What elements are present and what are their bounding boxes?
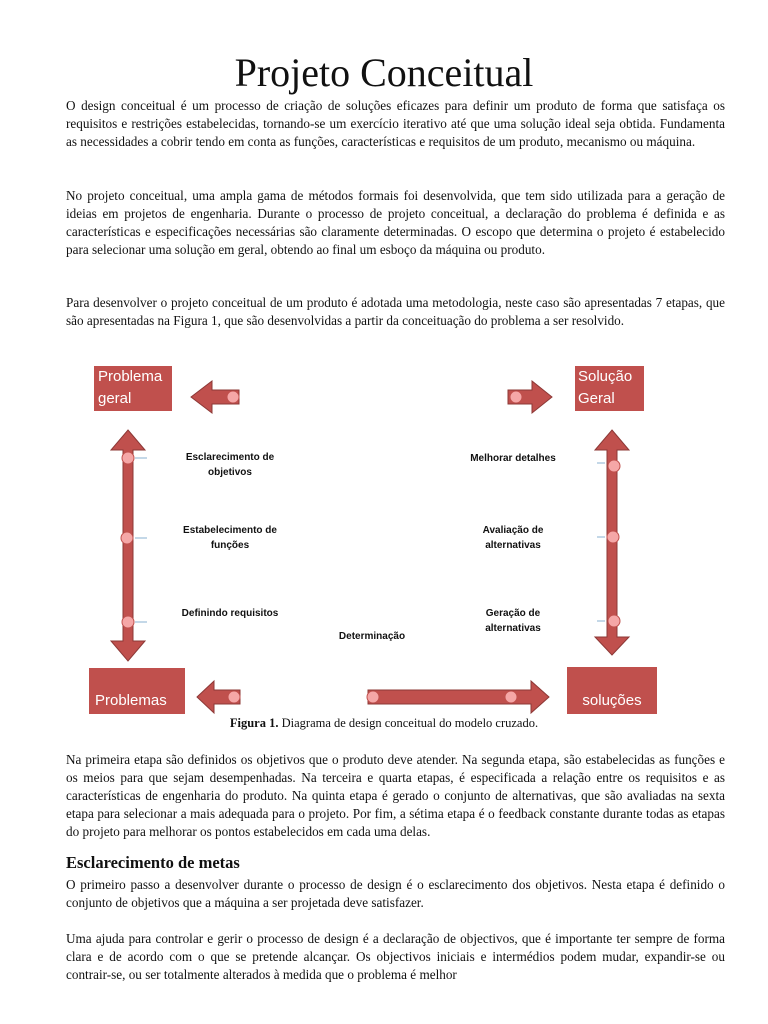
paragraph-6: Uma ajuda para controlar e gerir o processo de design é a declaração de objectivos, que é importante ter sempre de forma clara e de acordo com o que se pretende alcançar. Os objectivos iniciais e intermédios podem mudar, expandir-se ou contrair-se, ou ser totalmente alterados à medida que o problema é melhor xyxy=(66,931,725,982)
paragraph-2: No projeto conceitual, uma ampla gama de métodos formais foi desenvolvida, que tem sido utilizada para a geração de ideias em projetos de engenharia. Durante o processo de projeto conceitual, a declaração do problema é definida e as características e especificações necessárias são claramente determinadas. O escopo que determina o projeto é estabelecido para selecionar uma solução em geral, obtendo ao final um esboço da máquina ou produto. xyxy=(66,188,725,257)
arrow-right-top xyxy=(508,381,552,413)
label-estabelecimento: Estabelecimento de funções xyxy=(183,525,277,551)
label-determinacao: Determinação xyxy=(338,631,406,642)
page-title: Projeto Conceitual xyxy=(234,50,534,95)
dot-1 xyxy=(227,391,239,403)
arrow-vertical-left xyxy=(111,430,145,661)
section-heading: Esclarecimento de metas xyxy=(66,853,240,872)
paragraph-1: O design conceitual é um processo de criação de soluções eficazes para definir um produto de forma que satisfaça os requisitos e restrições estabelecidas, tornando-se um exercício iterativo até que uma solução ideal seja obtida. Fundamenta as necessidades a cobrir tendo em conta as funções, características e requisitos de um produto, mecanismo ou máquina. xyxy=(66,98,725,149)
dot-5 xyxy=(122,616,134,628)
label-melhorar: Melhorar detalhes xyxy=(470,453,556,464)
arrow-left-bottom xyxy=(197,681,240,713)
dot-9 xyxy=(228,691,240,703)
dot-11 xyxy=(505,691,517,703)
label-definindo: Definindo requisitos xyxy=(181,608,279,619)
box-problemas: Problemas xyxy=(89,668,185,714)
caption-label: Figura 1. xyxy=(229,716,279,730)
dot-7 xyxy=(607,531,619,543)
arrow-right-bottom xyxy=(368,681,549,713)
box-solucao-geral: Solução Geral xyxy=(575,366,644,411)
arrow-vertical-right xyxy=(595,430,629,655)
figure-caption xyxy=(0,715,768,731)
label-esclarecimento: Esclarecimento de objetivos xyxy=(185,452,275,478)
paragraph-4: Na primeira etapa são definidos os objetivos que o produto deve atender. Na segunda etapa, são estabelecidas as funções e os meios para que sejam desempenhadas. Na terceira e quarta etapas, é especificada a relação entre os requisitos e as características de engenharia do produto. Na quinta etapa é gerado o conjunto de alternativas, que são avaliadas na sexta etapa para selecionar a mais adequada para o projeto. Por fim, a sétima etapa é o feedback constante durante todas as etapas do projeto para melhorar os pontos estabelecidos em cada uma delas. xyxy=(66,752,725,839)
box-solucoes: soluções xyxy=(567,667,657,714)
caption-text: Diagrama de design conceitual do modelo cruzado. xyxy=(281,716,539,730)
label-avaliacao: Avaliação de alternativas xyxy=(482,525,544,551)
dot-6 xyxy=(608,460,620,472)
paragraph-3: Para desenvolver o projeto conceitual de um produto é adotada uma metodologia, neste caso são apresentadas 7 etapas, que são apresentadas na Figura 1, que são desenvolvidas a partir da conceituação do problema a ser resolvido. xyxy=(66,295,725,328)
dot-4 xyxy=(121,532,133,544)
dot-8 xyxy=(608,615,620,627)
arrow-left-top xyxy=(191,381,239,413)
paragraph-5: O primeiro passo a desenvolver durante o processo de design é o esclarecimento dos objetivos. Nesta etapa é definido o conjunto de objetivos que a máquina a ser projetada deve satisfazer. xyxy=(66,877,725,910)
box-problema-geral: Problema geral xyxy=(94,366,172,411)
dot-10 xyxy=(367,691,379,703)
dot-2 xyxy=(510,391,522,403)
dot-3 xyxy=(122,452,134,464)
label-geracao: Geração de alternativas xyxy=(485,608,541,634)
